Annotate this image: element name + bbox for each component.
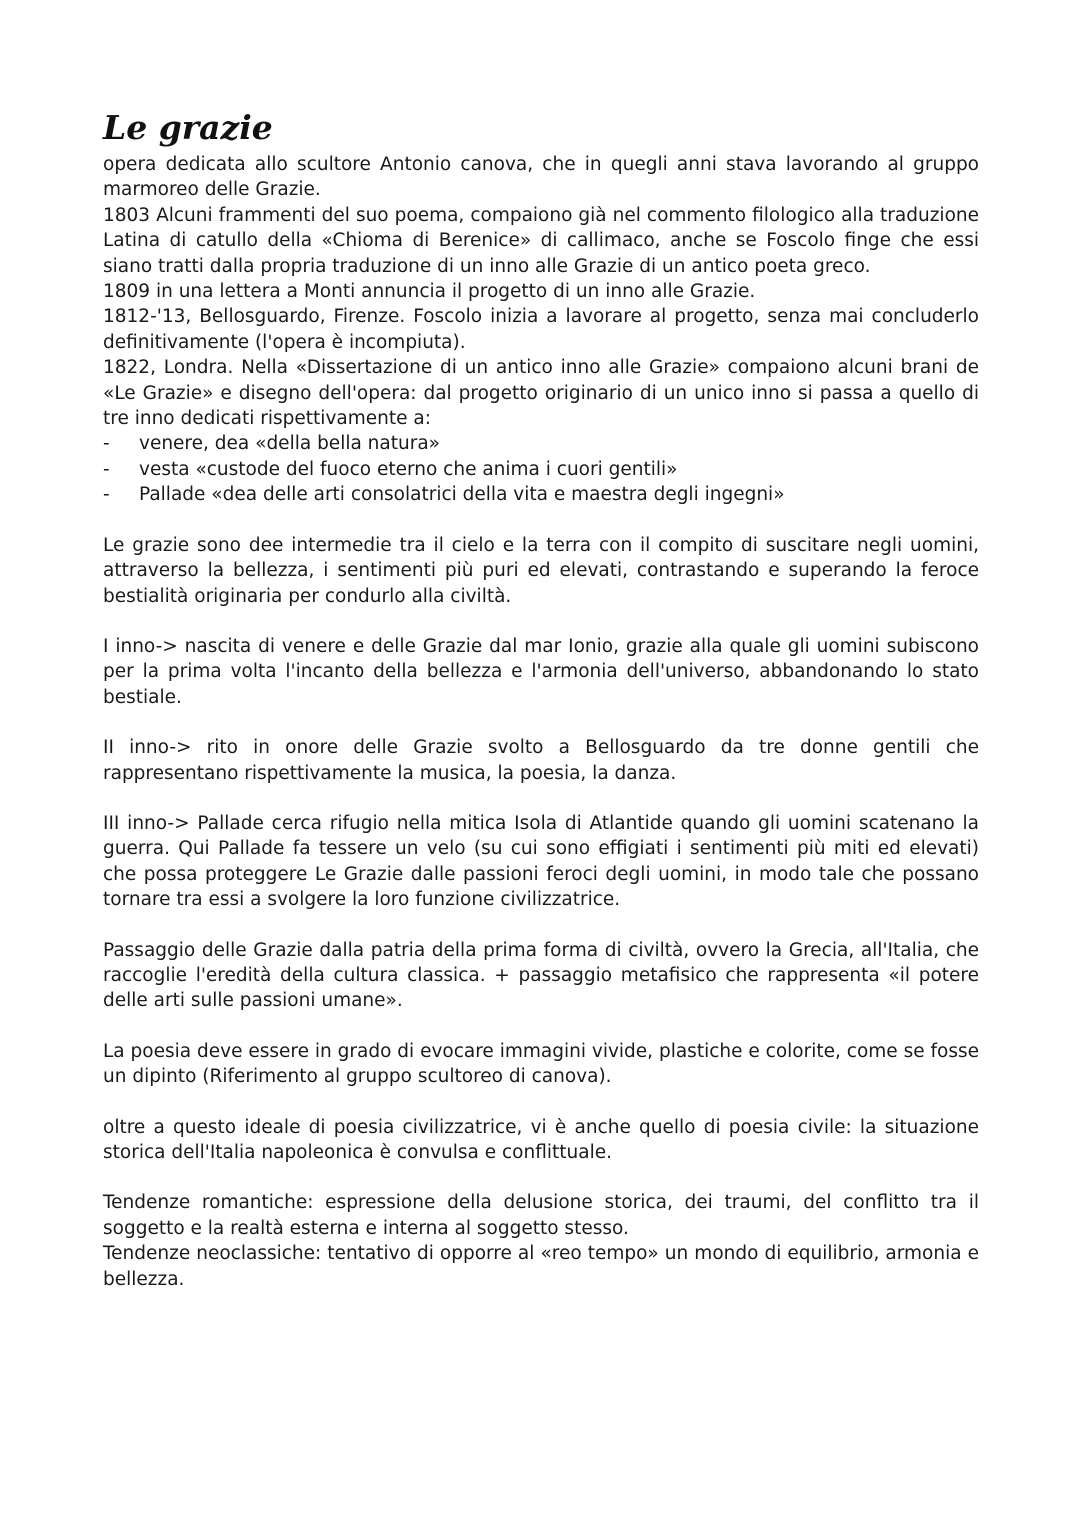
intro-paragraph: 1812-'13, Bellosguardo, Firenze. Foscolo inizia a lavorare al progetto, senza mai concluderlo definitivamente (l'opera è incompiuta).	[103, 306, 979, 353]
dedications-list	[103, 431, 979, 507]
intro-paragraph: 1809 in una lettera a Monti annuncia il progetto di un inno alle Grazie.	[103, 281, 756, 303]
neoclassical-tendencies: Tendenze neoclassiche: tentativo di opporre al «reo tempo» un mondo di equilibrio, armonia e bellezza.	[103, 1243, 979, 1290]
passage-paragraph: Passaggio delle Grazie dalla patria della prima forma di civiltà, ovvero la Grecia, all'Italia, che raccoglie l'eredità della cultura classica. + passaggio metafisico che rappresenta «il potere delle arti sulle passioni umane».	[103, 939, 979, 1012]
list-item: - Pallade «dea delle arti consolatrici della vita e maestra degli ingegni»	[103, 482, 979, 507]
note-page	[103, 108, 979, 1292]
list-item: - vesta «custode del fuoco eterno che anima i cuori gentili»	[103, 457, 979, 482]
intro-paragraph: 1822, Londra. Nella «Dissertazione di un antico inno alle Grazie» compaiono alcuni brani de «Le Grazie» e disegno dell'opera: dal progetto originario di un unico inno si passa a quello di tre inno dedicati rispettivamente a:	[103, 357, 979, 430]
page-title: Le grazie	[103, 108, 273, 147]
third-hymn-paragraph: III inno-> Pallade cerca rifugio nella mitica Isola di Atlantide quando gli uomini scatenano la guerra. Qui Pallade fa tessere un velo (su cui sono effigiati i sentimenti più miti ed elevati) che possa proteggere Le Grazie dalle passioni feroci degli uomini, in modo tale che possano tornare tra essi a svolgere la loro funzione civilizzatrice.	[103, 812, 979, 911]
intro-section	[103, 152, 979, 431]
intro-paragraph: opera dedicata allo scultore Antonio canova, che in quegli anni stava lavorando al gruppo marmoreo delle Grazie.	[103, 154, 979, 201]
civil-poetry-paragraph: oltre a questo ideale di poesia civilizzatrice, vi è anche quello di poesia civile: la situazione storica dell'Italia napoleonica è convulsa e conflittuale.	[103, 1116, 979, 1163]
intro-paragraph: 1803 Alcuni frammenti del suo poema, compaiono già nel commento filologico alla traduzione Latina di catullo della «Chioma di Berenice» di callimaco, anche se Foscolo finge che essi siano tratti dalla propria traduzione di un inno alle Grazie di un antico poeta greco.	[103, 204, 979, 277]
tendencies-section	[103, 1190, 979, 1292]
romantic-tendencies: Tendenze romantiche: espressione della delusione storica, dei traumi, del conflitto tra il soggetto e la realtà esterna e interna al soggetto stesso.	[103, 1192, 979, 1239]
second-hymn-paragraph: II inno-> rito in onore delle Grazie svolto a Bellosguardo da tre donne gentili che rappresentano rispettivamente la musica, la poesia, la danza.	[103, 737, 979, 784]
first-hymn-paragraph: I inno-> nascita di venere e delle Grazie dal mar Ionio, grazie alla quale gli uomini subiscono per la prima volta l'incanto della bellezza e l'armonia dell'universo, abbandonando lo stato bestiale.	[103, 635, 979, 708]
grazie-description-paragraph: Le grazie sono dee intermedie tra il cielo e la terra con il compito di suscitare negli uomini, attraverso la bellezza, i sentimenti più puri ed elevati, contrastando e superando la feroce bestialità originaria per condurlo alla civiltà.	[103, 534, 979, 607]
list-item: - venere, dea «della bella natura»	[103, 431, 979, 456]
poetry-paragraph: La poesia deve essere in grado di evocare immagini vivide, plastiche e colorite, come se fosse un dipinto (Riferimento al gruppo scultoreo di canova).	[103, 1040, 979, 1088]
